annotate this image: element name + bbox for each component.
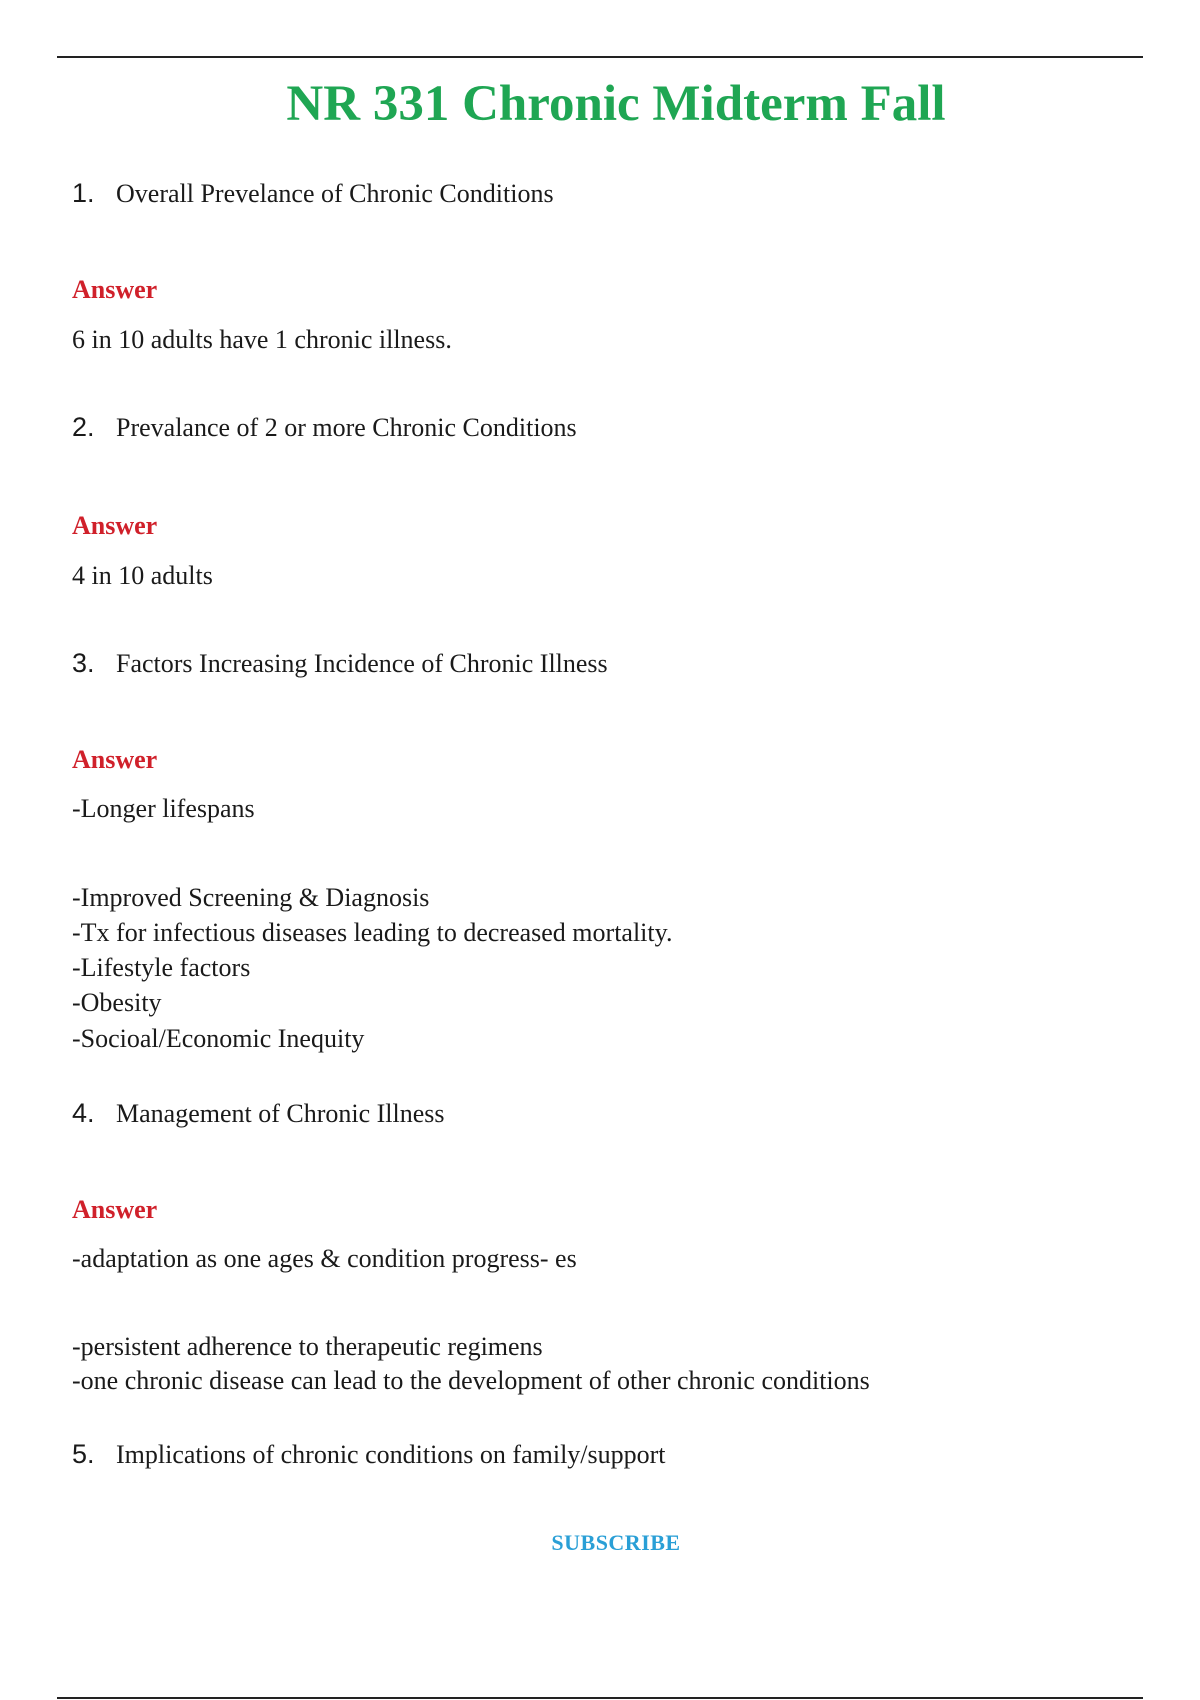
answer-2-line-1: 4 in 10 adults	[72, 561, 213, 590]
answer-3-line-4: -Lifestyle factors	[72, 953, 251, 982]
document-title: NR 331 Chronic Midterm Fall	[286, 76, 946, 132]
question-text: Overall Prevelance of Chronic Conditions	[116, 179, 554, 208]
question-3	[72, 647, 608, 680]
answer-4-line-3: -one chronic disease can lead to the development of other chronic conditions	[72, 1366, 870, 1395]
subscribe-link[interactable]: SUBSCRIBE	[551, 1530, 681, 1555]
question-2	[72, 411, 577, 444]
question-text: Management of Chronic Illness	[116, 1099, 445, 1128]
answer-3-line-2: -Improved Screening & Diagnosis	[72, 883, 430, 912]
answer-label-3: Answer	[72, 745, 158, 774]
question-number: 4.	[72, 1098, 95, 1128]
question-text: Prevalance of 2 or more Chronic Conditions	[116, 413, 577, 442]
question-number: 3.	[72, 648, 95, 678]
question-number: 5.	[72, 1439, 95, 1469]
answer-1-line-1: 6 in 10 adults have 1 chronic illness.	[72, 325, 452, 354]
answer-label-4: Answer	[72, 1195, 158, 1224]
answer-3-line-6: -Socioal/Economic Inequity	[72, 1024, 365, 1053]
bottom-rule	[57, 1697, 1143, 1699]
question-1	[72, 177, 554, 210]
answer-3-line-3: -Tx for infectious diseases leading to decreased mortality.	[72, 918, 673, 947]
question-number: 2.	[72, 412, 95, 442]
question-4	[72, 1097, 445, 1130]
answer-3-line-5: -Obesity	[72, 988, 162, 1017]
answer-4-line-1: -adaptation as one ages & condition progress- es	[72, 1244, 577, 1273]
answer-label-1: Answer	[72, 275, 158, 304]
top-rule	[57, 56, 1143, 58]
answer-label-2: Answer	[72, 511, 158, 540]
question-text: Factors Increasing Incidence of Chronic Illness	[116, 649, 608, 678]
question-5	[72, 1438, 666, 1471]
answer-4-line-2: -persistent adherence to therapeutic regimens	[72, 1332, 543, 1361]
question-text: Implications of chronic conditions on family/support	[116, 1440, 666, 1469]
answer-3-line-1: -Longer lifespans	[72, 794, 255, 823]
question-number: 1.	[72, 178, 95, 208]
